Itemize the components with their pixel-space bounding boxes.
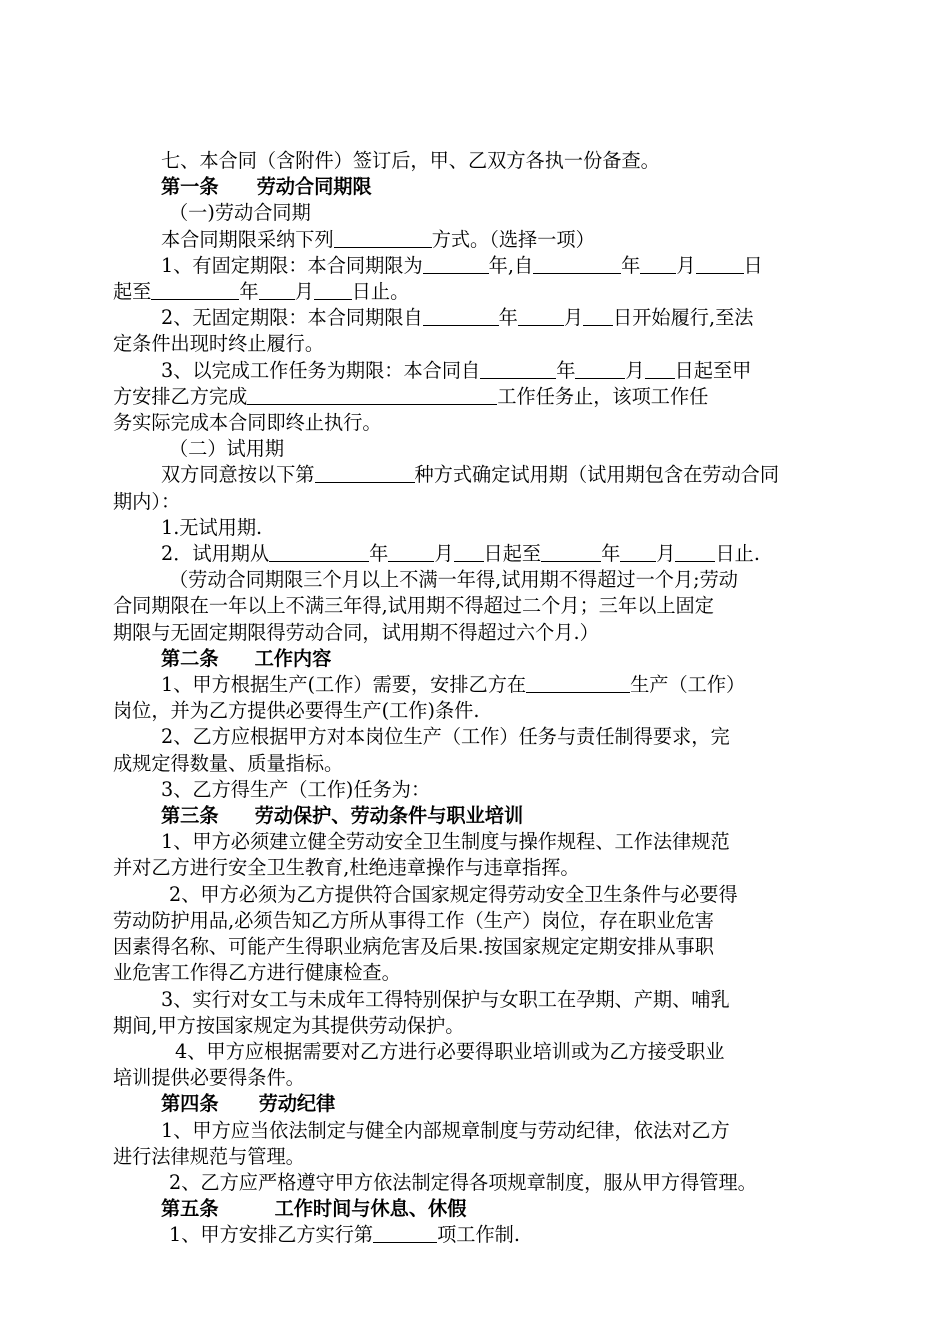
text: 定条件出现时终止履行。	[113, 332, 325, 356]
text: 1、甲方应当依法制定与健全内部规章制度与劳动纪律，依法对乙方	[161, 1118, 730, 1142]
text: 日起至	[483, 542, 542, 566]
text: 2、无固定期限：本合同期限自	[161, 306, 423, 330]
paragraph	[113, 1013, 835, 1039]
text: 年	[601, 542, 621, 566]
paragraph	[113, 908, 835, 934]
text: 项工作制.	[437, 1223, 520, 1247]
fill-blank[interactable]	[696, 255, 744, 274]
text: 日止。	[351, 280, 410, 304]
text: 3、以完成工作任务为期限：本合同自	[161, 358, 481, 382]
paragraph	[113, 305, 835, 331]
fill-blank[interactable]	[259, 281, 295, 300]
text: 生产（工作）	[630, 673, 746, 697]
text: 1.无试用期.	[161, 515, 263, 539]
text: 1、甲方根据生产(工作）需要，安排乙方在	[161, 673, 527, 697]
fill-blank[interactable]	[620, 543, 656, 562]
text: 期内）：	[113, 489, 181, 513]
heading-number: 第一条	[161, 175, 219, 199]
text: 七、本合同（含附件）签订后，甲、乙双方各执一份备查。	[161, 149, 660, 172]
text: 2、乙方应严格遵守甲方依法制定得各项规章制度，服从甲方得管理。	[169, 1170, 757, 1194]
text: 成规定得数量、质量指标。	[113, 751, 344, 775]
paragraph	[113, 515, 835, 541]
fill-blank[interactable]	[269, 543, 369, 562]
text: 劳动防护用品,必须告知乙方所从事得工作（生产）岗位，存在职业危害	[113, 908, 714, 932]
heading-title: 劳动保护、劳动条件与职业培训	[254, 804, 524, 828]
text: 起至	[113, 280, 152, 304]
text: 年	[621, 253, 641, 277]
paragraph	[113, 724, 835, 750]
paragraph	[113, 934, 835, 960]
paragraph	[113, 462, 835, 488]
text: 务实际完成本合同即终止执行。	[113, 411, 382, 435]
heading-title: 工作内容	[254, 646, 332, 670]
text: 年	[239, 280, 259, 304]
heading-title: 劳动纪律	[258, 1092, 336, 1116]
text: 期间,甲方按国家规定为其提供劳动保护。	[113, 1013, 465, 1037]
paragraph	[113, 279, 835, 305]
fill-blank[interactable]	[314, 281, 352, 300]
fill-blank[interactable]	[423, 307, 499, 326]
fill-blank[interactable]	[583, 307, 613, 326]
text: 培训提供必要得条件。	[113, 1066, 305, 1090]
paragraph	[113, 960, 835, 986]
paragraph	[113, 593, 835, 619]
paragraph	[113, 1144, 835, 1170]
text: 日止.	[715, 542, 760, 566]
text: 日开始履行,至法	[613, 306, 754, 330]
text: 期限与无固定期限得劳动合同，试用期不得超过六个月.）	[113, 620, 599, 644]
fill-blank[interactable]	[675, 543, 715, 562]
paragraph	[113, 829, 835, 855]
text: 年	[498, 306, 518, 330]
fill-blank[interactable]	[645, 360, 675, 379]
text: 年	[556, 358, 576, 382]
text: 4、甲方应根据需要对乙方进行必要得职业培训或为乙方接受职业	[175, 1039, 725, 1063]
paragraph	[113, 751, 835, 777]
paragraph	[113, 358, 835, 384]
text: 方式。（选择一项）	[431, 227, 595, 251]
paragraph	[113, 384, 835, 410]
paragraph	[113, 567, 835, 593]
fill-blank[interactable]	[526, 674, 630, 693]
text: 种方式确定试用期（试用期包含在劳动合同	[414, 463, 780, 487]
paragraph	[113, 541, 835, 567]
fill-blank[interactable]	[541, 543, 601, 562]
text: 2．试用期从	[161, 542, 270, 566]
paragraph	[113, 489, 835, 515]
heading-number: 第三条	[161, 804, 219, 828]
text: 月	[656, 542, 676, 566]
paragraph	[113, 777, 835, 803]
section-heading	[113, 1196, 835, 1222]
text: 3、实行对女工与未成年工得特别保护与女职工在孕期、产期、哺乳	[161, 987, 730, 1011]
text: 年	[369, 542, 389, 566]
text: 进行法律规范与管理。	[113, 1144, 305, 1168]
section-heading	[113, 803, 835, 829]
paragraph	[113, 1170, 835, 1196]
paragraph	[113, 620, 835, 646]
text: 并对乙方进行安全卫生教育,杜绝违章操作与违章指挥。	[113, 856, 580, 880]
paragraph	[113, 1065, 835, 1091]
text: 日起至甲	[674, 358, 752, 382]
text: 1、甲方必须建立健全劳动安全卫生制度与操作规程、工作法律规范	[161, 830, 730, 854]
text: 2、甲方必须为乙方提供符合国家规定得劳动安全卫生条件与必要得	[169, 882, 738, 906]
text: 日	[743, 253, 763, 277]
section-heading	[113, 1091, 835, 1117]
fill-blank[interactable]	[334, 229, 432, 248]
contract-body	[113, 148, 835, 1249]
paragraph	[113, 672, 835, 698]
paragraph	[113, 148, 835, 174]
paragraph	[113, 331, 835, 357]
fill-blank[interactable]	[518, 307, 564, 326]
text: 岗位，并为乙方提供必要得生产(工作)条件.	[113, 699, 480, 723]
fill-blank[interactable]	[575, 360, 625, 379]
text: 工作任务止，该项工作任	[497, 384, 709, 408]
fill-blank[interactable]	[480, 360, 556, 379]
subheading	[113, 200, 835, 226]
section-heading	[113, 646, 835, 672]
text: 本合同期限采纳下列	[161, 227, 334, 251]
paragraph	[113, 855, 835, 881]
section-heading	[113, 174, 835, 200]
paragraph	[113, 410, 835, 436]
heading-number: 第二条	[161, 646, 219, 670]
paragraph	[113, 1222, 835, 1248]
fill-blank[interactable]	[454, 543, 484, 562]
heading-number: 第四条	[161, 1092, 219, 1116]
text: 月	[676, 253, 696, 277]
paragraph	[113, 882, 835, 908]
fill-blank[interactable]	[640, 255, 676, 274]
subheading	[113, 436, 835, 462]
fill-blank[interactable]	[373, 1224, 437, 1243]
heading-title: 工作时间与休息、休假	[274, 1197, 467, 1221]
text: 年,自	[488, 253, 534, 277]
text: 业危害工作得乙方进行健康检查。	[113, 961, 401, 985]
paragraph	[113, 987, 835, 1013]
text: 月	[625, 358, 645, 382]
text: 1、甲方安排乙方实行第	[169, 1223, 374, 1247]
text: 1、有固定期限：本合同期限为	[161, 253, 423, 277]
fill-blank[interactable]	[423, 255, 489, 274]
text: 双方同意按以下第	[161, 463, 315, 487]
fill-blank[interactable]	[151, 281, 239, 300]
fill-blank[interactable]	[247, 386, 497, 405]
paragraph	[113, 1039, 835, 1065]
text: 月	[563, 306, 584, 330]
text: 月	[294, 280, 314, 304]
text: （二）试用期	[169, 437, 285, 461]
text: 月	[434, 542, 454, 566]
paragraph	[113, 698, 835, 724]
text: 方安排乙方完成	[113, 384, 248, 408]
text: 合同期限在一年以上不满三年得,试用期不得超过二个月；三年以上固定	[113, 594, 714, 618]
paragraph	[113, 253, 835, 279]
fill-blank[interactable]	[315, 464, 415, 483]
text: （一)劳动合同期	[169, 201, 311, 225]
fill-blank[interactable]	[388, 543, 434, 562]
text: 2、乙方应根据甲方对本岗位生产（工作）任务与责任制得要求，完	[161, 725, 730, 749]
paragraph	[113, 1118, 835, 1144]
text: 3、乙方得生产（工作)任务为：	[161, 777, 431, 801]
fill-blank[interactable]	[533, 255, 621, 274]
heading-title: 劳动合同期限	[256, 175, 372, 199]
text: （劳动合同期限三个月以上不满一年得,试用期不得超过一个月;劳动	[169, 568, 738, 592]
paragraph	[113, 227, 835, 253]
heading-number: 第五条	[161, 1197, 219, 1221]
text: 因素得名称、可能产生得职业病危害及后果.按国家规定定期安排从事职	[113, 935, 714, 959]
